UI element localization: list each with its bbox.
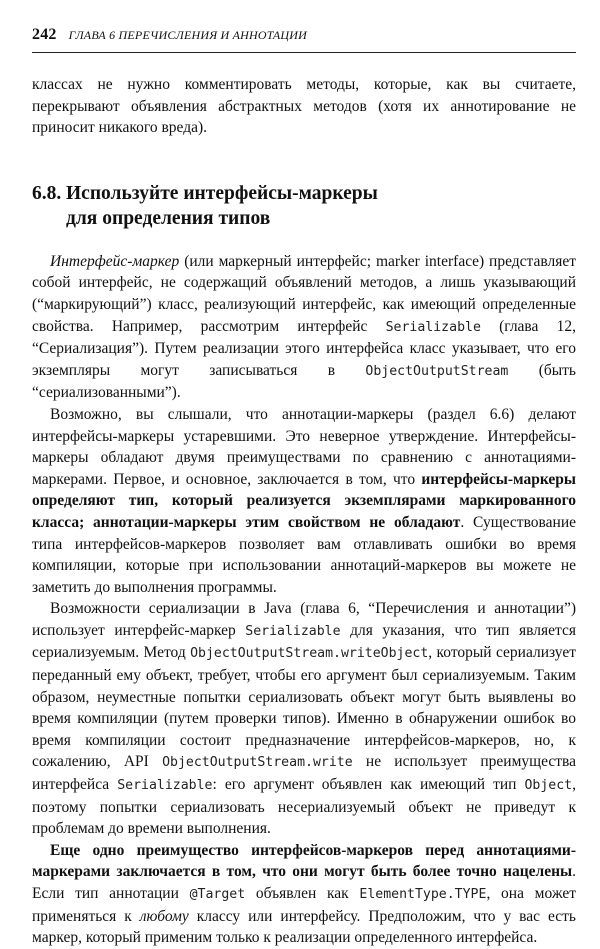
text-span: объявлен как bbox=[245, 885, 360, 902]
text-span: , она может применяться к bbox=[32, 885, 576, 925]
chapter-title: ГЛАВА 6 ПЕРЕЧИСЛЕНИЯ И АННОТАЦИИ bbox=[68, 28, 307, 42]
text-span: Возможно, вы слышали, что аннотации-маркеры (раздел 6.6) делают интерфейсы-маркеры устаревшими. Это неверное утверждение. Интерфейсы-маркеры обладают двумя преимуществами по сравнению с аннотациями-маркерами. Первое, и основное, заключается в том, что bbox=[32, 405, 576, 488]
bold-statement: интерфейсы-маркеры определяют тип, который реализуется экземплярами маркированного класса; аннотации-маркеры этим свойством не обладают bbox=[32, 470, 576, 531]
page-number: 242 bbox=[32, 26, 57, 43]
paragraph-serialization bbox=[32, 598, 576, 840]
paragraph-marker-interface bbox=[32, 251, 576, 404]
code-serializable: Serializable bbox=[117, 778, 213, 794]
code-write: ObjectOutputStream.write bbox=[162, 755, 353, 771]
text-span: не использует преимущества интерфейса bbox=[32, 753, 576, 794]
text-span: , поэтому попытки сериализовать несериализуемый объект не приведут к проблемам до времени выполнения. bbox=[32, 776, 576, 838]
text-span: для указания, что тип является сериализуемым. Метод bbox=[32, 621, 576, 662]
text-span: . Если тип аннотации bbox=[32, 863, 576, 902]
code-serializable: Serializable bbox=[245, 623, 341, 639]
text-span: , который сериализует переданный ему объект, требует, чтобы его аргумент был сериализуемым. Таким образом, неуместные попытки сериализовать объект могут быть выявлены во время компиляции (путем проверки типов). Именно в обнаружении ошибок во время компиляции состоит предназначение интерфейсов-маркеров, но, к сожалению, API bbox=[32, 644, 576, 771]
section-title-line1: Используйте интерфейсы-маркеры bbox=[66, 182, 378, 204]
code-object: Object bbox=[524, 778, 573, 794]
text-span: классу или интерфейсу. Предположим, что у вас есть маркер, который применим только к реализации определенного интерфейса. bbox=[32, 907, 576, 947]
code-serializable: Serializable bbox=[385, 319, 481, 335]
code-writeobject: ObjectOutputStream.writeObject bbox=[190, 646, 429, 662]
text-span: (глава 12, “Сериализация”). Путем реализации этого интерфейса класс указывает, что его экземпляры могут записываться в bbox=[32, 317, 576, 379]
text-span: : его аргумент объявлен как имеющий тип bbox=[212, 776, 525, 794]
code-objectoutputstream: ObjectOutputStream bbox=[365, 363, 509, 379]
code-elementtype-type: ElementType.TYPE bbox=[359, 887, 487, 902]
text-span: Возможности сериализации в Java (глава 6, “Перечисления и аннотации”) использует интерфейс-маркер bbox=[32, 600, 576, 639]
section-title-line2: для определения типов bbox=[66, 207, 271, 229]
intro-paragraph: классах не нужно комментировать методы, которые, как вы считаете, перекрывают объявления абстрактных методов (хотя их аннотирование не приносит никакого вреда). bbox=[32, 76, 576, 137]
paragraph-advantages bbox=[32, 404, 576, 598]
emphasis-any: любому bbox=[139, 907, 189, 925]
running-head bbox=[32, 26, 576, 44]
paragraph-targeting bbox=[32, 840, 576, 949]
text-span: (быть “сериализованными”). bbox=[32, 361, 577, 402]
page-body bbox=[32, 74, 576, 949]
header-rule bbox=[32, 52, 576, 53]
text-span: . Существование типа интерфейсов-маркеров позволяет вам отлавливать ошибки во время компиляции, которые при использовании аннотаций-маркеров вы можете не заметить до выполнения программы. bbox=[32, 513, 577, 596]
bold-statement: Еще одно преимущество интерфейсов-маркеров перед аннотациями-маркерами заключается в том, что они могут быть более точно нацелены bbox=[32, 841, 576, 881]
text-span: (или маркерный интерфейс; marker interface) представляет собой интерфейс, не содержащий объявлений методов, а лишь указывающий (“маркирующий”) класс, реализующий интерфейс, как имеющий определенные свойства. Например, рассмотрим интерфейс bbox=[32, 252, 576, 335]
section-heading bbox=[32, 181, 576, 231]
section-number: 6.8. bbox=[32, 182, 62, 204]
term-marker-interface: Интерфейс-маркер bbox=[50, 252, 180, 270]
code-target: @Target bbox=[189, 887, 246, 902]
